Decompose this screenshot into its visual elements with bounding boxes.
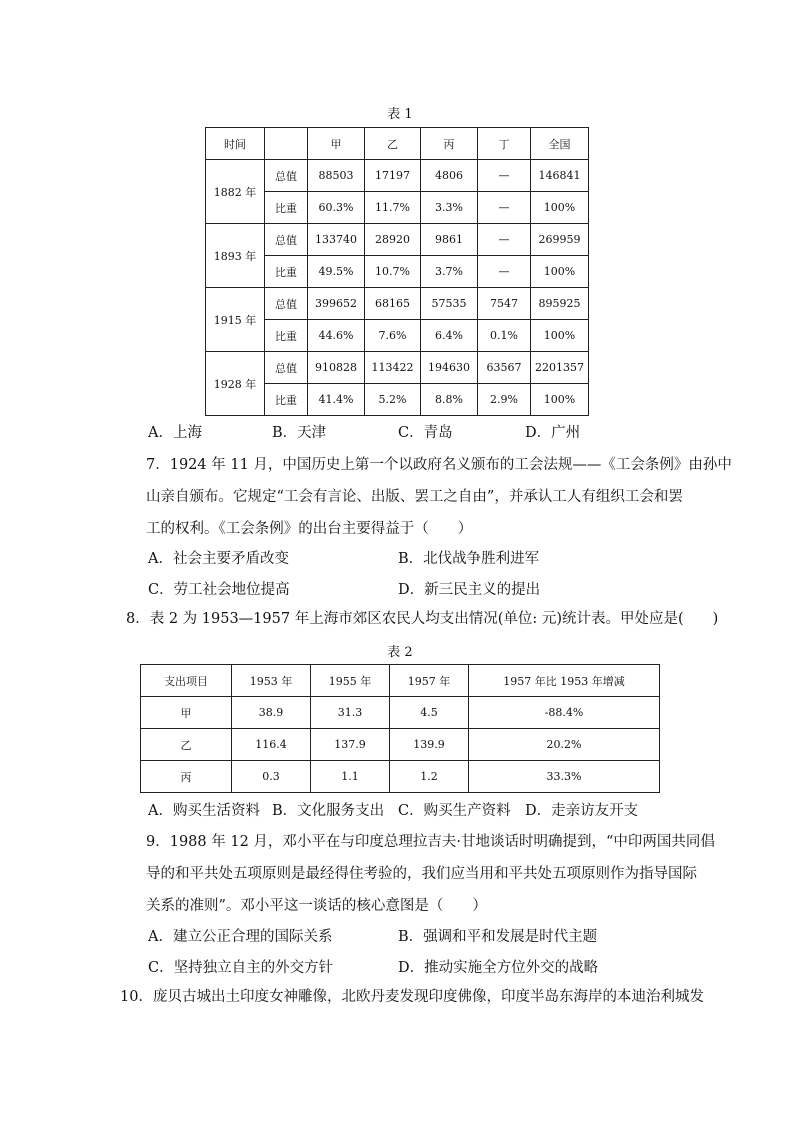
- table-cell: 113422: [365, 352, 421, 384]
- table-cell: 146841: [531, 160, 589, 192]
- table-cell: 910828: [308, 352, 365, 384]
- table-row: [206, 160, 589, 192]
- table-cell: 甲: [141, 697, 232, 729]
- table-cell: 41.4%: [308, 384, 365, 416]
- table-cell: 0.1%: [478, 320, 531, 352]
- table-cell: 8.8%: [421, 384, 478, 416]
- table-row: [141, 761, 660, 793]
- table-cell: 总值: [265, 352, 308, 384]
- table-cell: —: [478, 224, 531, 256]
- table-header-cell: 全国: [531, 128, 589, 160]
- table-cell: 100%: [531, 384, 589, 416]
- table-header-cell: 1955 年: [311, 665, 390, 697]
- q9-line-2: 导的和平共处五项原则是最经得住考验的，我们应当用和平共处五项原则作为指导国际: [146, 866, 697, 882]
- table-cell: -88.4%: [469, 697, 660, 729]
- table-cell: 2201357: [531, 352, 589, 384]
- table-cell: 0.3: [232, 761, 311, 793]
- table-cell: 399652: [308, 288, 365, 320]
- table-cell: 68165: [365, 288, 421, 320]
- table-cell: 1.1: [311, 761, 390, 793]
- q8-option-b[interactable]: B．文化服务支出: [272, 803, 385, 819]
- table-cell: 比重: [265, 384, 308, 416]
- table-row: [206, 352, 589, 384]
- table-header-row: [141, 665, 660, 697]
- table-cell: —: [478, 160, 531, 192]
- q9-line-1: 9．1988 年 12 月，邓小平在与印度总理拉吉夫·甘地谈话时明确提到，“中印两国共同倡: [146, 834, 715, 850]
- q7-line-2: 山亲自颁布。它规定“工会有言论、出版、罢工之自由”，并承认工人有组织工会和罢: [146, 489, 683, 505]
- q8-line: 8．表 2 为 1953—1957 年上海市郊区农民人均支出情况(单位: 元)统计表。甲处应是( ): [126, 611, 719, 627]
- table-cell: 895925: [531, 288, 589, 320]
- table-cell: 60.3%: [308, 192, 365, 224]
- table-cell: 2.9%: [478, 384, 531, 416]
- table-cell: —: [478, 192, 531, 224]
- table-header-cell: 丁: [478, 128, 531, 160]
- q9-line-3: 关系的准则”。邓小平这一谈话的核心意图是（ ）: [146, 898, 487, 914]
- table-cell: 5.2%: [365, 384, 421, 416]
- q7-option-d[interactable]: D．新三民主义的提出: [398, 582, 541, 598]
- table2-caption: 表 2: [387, 645, 413, 660]
- q7-option-a[interactable]: A．社会主要矛盾改变: [148, 551, 289, 567]
- q9-option-a[interactable]: A．建立公正合理的国际关系: [148, 929, 333, 945]
- table-cell: 总值: [265, 160, 308, 192]
- q7-line-1: 7．1924 年 11 月，中国历史上第一个以政府名义颁布的工会法规——《工会条例》由孙中: [146, 457, 732, 473]
- table-cell: 丙: [141, 761, 232, 793]
- q6-option-b[interactable]: B．天津: [272, 425, 327, 441]
- table2: [140, 664, 660, 793]
- table-cell: 49.5%: [308, 256, 365, 288]
- table-cell: 31.3: [311, 697, 390, 729]
- table-cell: 20.2%: [469, 729, 660, 761]
- table-header-cell: [265, 128, 308, 160]
- table-cell: 44.6%: [308, 320, 365, 352]
- table-cell: —: [478, 256, 531, 288]
- year-cell: 1915 年: [206, 288, 265, 352]
- table-cell: 4.5: [390, 697, 469, 729]
- table-cell: 3.7%: [421, 256, 478, 288]
- table-cell: 194630: [421, 352, 478, 384]
- year-cell: 1893 年: [206, 224, 265, 288]
- table-cell: 11.7%: [365, 192, 421, 224]
- table-cell: 38.9: [232, 697, 311, 729]
- q8-option-a[interactable]: A．购买生活资料: [148, 803, 260, 819]
- table-header-cell: 乙: [365, 128, 421, 160]
- q7-line-3: 工的权利。《工会条例》的出台主要得益于（ ）: [146, 521, 473, 537]
- table-header-cell: 1957 年: [390, 665, 469, 697]
- q6-option-a[interactable]: A．上海: [148, 425, 202, 441]
- table-cell: 133740: [308, 224, 365, 256]
- table1-caption: 表 1: [387, 107, 413, 122]
- q6-option-c[interactable]: C．青岛: [398, 425, 453, 441]
- table-cell: 33.3%: [469, 761, 660, 793]
- table-cell: 6.4%: [421, 320, 478, 352]
- table-header-cell: 时间: [206, 128, 265, 160]
- q6-option-d[interactable]: D．广州: [525, 425, 581, 441]
- table-cell: 10.7%: [365, 256, 421, 288]
- q7-option-b[interactable]: B．北伐战争胜利进军: [398, 551, 540, 567]
- table-cell: 4806: [421, 160, 478, 192]
- table-cell: 28920: [365, 224, 421, 256]
- table-row: [206, 288, 589, 320]
- q9-option-d[interactable]: D．推动实施全方位外交的战略: [398, 960, 599, 976]
- table-header-row: [206, 128, 589, 160]
- table-cell: 1.2: [390, 761, 469, 793]
- table-cell: 比重: [265, 256, 308, 288]
- table-cell: 比重: [265, 192, 308, 224]
- table-cell: 总值: [265, 224, 308, 256]
- table-header-cell: 甲: [308, 128, 365, 160]
- table-cell: 137.9: [311, 729, 390, 761]
- table-cell: 63567: [478, 352, 531, 384]
- table-cell: 乙: [141, 729, 232, 761]
- table-header-cell: 1953 年: [232, 665, 311, 697]
- table-header-cell: 1957 年比 1953 年增减: [469, 665, 660, 697]
- table-cell: 100%: [531, 256, 589, 288]
- table-cell: 100%: [531, 320, 589, 352]
- table-cell: 比重: [265, 320, 308, 352]
- year-cell: 1928 年: [206, 352, 265, 416]
- q9-option-b[interactable]: B．强调和平和发展是时代主题: [398, 929, 598, 945]
- table-cell: 17197: [365, 160, 421, 192]
- table-cell: 269959: [531, 224, 589, 256]
- q7-option-c[interactable]: C．劳工社会地位提高: [148, 582, 290, 598]
- table-cell: 100%: [531, 192, 589, 224]
- q8-option-c[interactable]: C．购买生产资料: [398, 803, 511, 819]
- table-cell: 88503: [308, 160, 365, 192]
- table-header-cell: 丙: [421, 128, 478, 160]
- table-row: [141, 729, 660, 761]
- table-row: [141, 697, 660, 729]
- table-cell: 57535: [421, 288, 478, 320]
- table-header-cell: 支出项目: [141, 665, 232, 697]
- table-cell: 7.6%: [365, 320, 421, 352]
- table-cell: 7547: [478, 288, 531, 320]
- table-cell: 116.4: [232, 729, 311, 761]
- table-row: [206, 224, 589, 256]
- table-cell: 3.3%: [421, 192, 478, 224]
- year-cell: 1882 年: [206, 160, 265, 224]
- table-cell: 总值: [265, 288, 308, 320]
- table-cell: 139.9: [390, 729, 469, 761]
- q8-option-d[interactable]: D．走亲访友开支: [525, 803, 639, 819]
- q9-option-c[interactable]: C．坚持独立自主的外交方针: [148, 960, 334, 976]
- table-cell: 9861: [421, 224, 478, 256]
- table1: [205, 127, 589, 416]
- q10-line: 10．庞贝古城出土印度女神雕像，北欧丹麦发现印度佛像，印度半岛东海岸的本迪治利城发: [120, 989, 704, 1005]
